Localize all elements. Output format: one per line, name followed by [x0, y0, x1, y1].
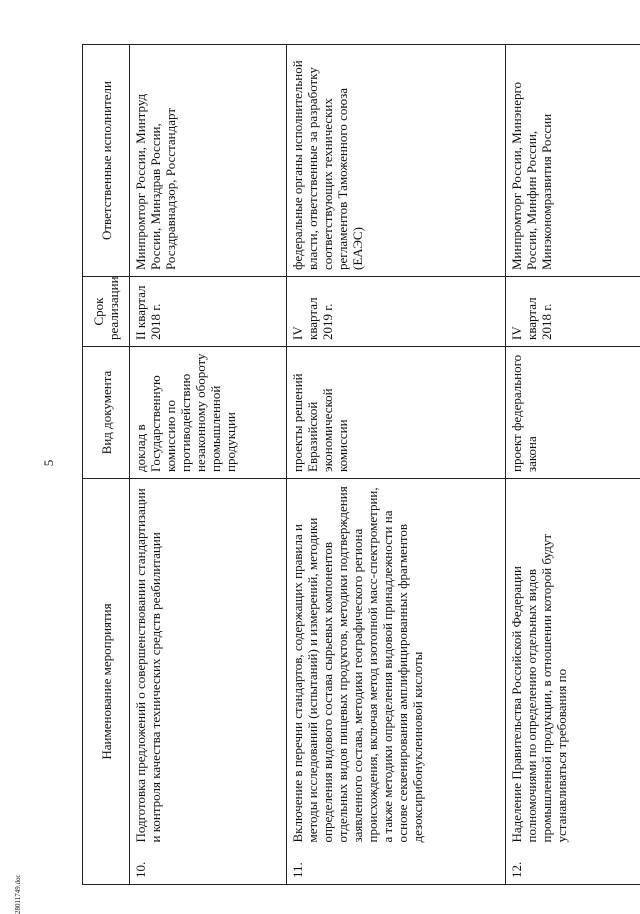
- document-type: проект федерального закона: [506, 347, 640, 479]
- measure-name: Наделение Правительства Российской Федерации полномочиями по определению отдельных видов промышленной продукции, в отношении которой будут устанавливаться требования по: [506, 479, 640, 847]
- table-header-row: [83, 45, 130, 885]
- document-type: проекты решений Евразийской экономической комиссии: [287, 347, 506, 479]
- responsible-executors: Минпромторг России, Минэнерго России, Минфин России, Минэкономразвития России: [506, 45, 640, 277]
- measure-name: Подготовка предложений о совершенствовании стандартизации и контроля качества технических средств реабилитации: [130, 479, 287, 847]
- implementation-term: II квартал 2018 г.: [130, 277, 287, 347]
- rotated-table-container: [82, 45, 619, 885]
- table-row: [506, 45, 640, 885]
- implementation-term: IV квартал 2019 г.: [287, 277, 506, 347]
- header-responsible: Ответственные исполнители: [83, 45, 130, 277]
- responsible-executors: Минпромторг России, Минтруд России, Минздрав России, Росздравнадзор, Росстандарт: [130, 45, 287, 277]
- table-row: [287, 45, 506, 885]
- table-row: [130, 45, 287, 885]
- header-term: Срок реализации: [83, 277, 130, 347]
- measure-name: Включение в перечни стандартов, содержащих правила и методы исследований (испытаний) и измерений, методики определения видового состава сырьевых компонентов отдельных видов пищевых продуктов, методики подтверждения заявленного состава, методики географического региона происхождения, включая метод изотопной масс-спектрометрии, а также методики определения видовой принадлежности на основе секвенирования амплифицированных фрагментов дезоксирибонуклеиновой кислоты: [287, 479, 506, 847]
- row-number: 10.: [130, 847, 287, 885]
- row-number: 12.: [506, 847, 640, 885]
- document-type: доклад в Государственную комиссию по противодействию незаконному обороту промышленной продукции: [130, 347, 287, 479]
- measures-table: [82, 44, 640, 885]
- header-name: Наименование мероприятия: [83, 479, 130, 885]
- page-number: 5: [41, 456, 57, 470]
- header-doc-type: Вид документа: [83, 347, 130, 479]
- document-file-id: 28011749.doc: [14, 854, 22, 914]
- responsible-executors: федеральные органы исполнительной власти, ответственные за разработку соответствующих технических регламентов Таможенного союза (ЕАЭС): [287, 45, 506, 277]
- implementation-term: IV квартал 2018 г.: [506, 277, 640, 347]
- row-number: 11.: [287, 847, 506, 885]
